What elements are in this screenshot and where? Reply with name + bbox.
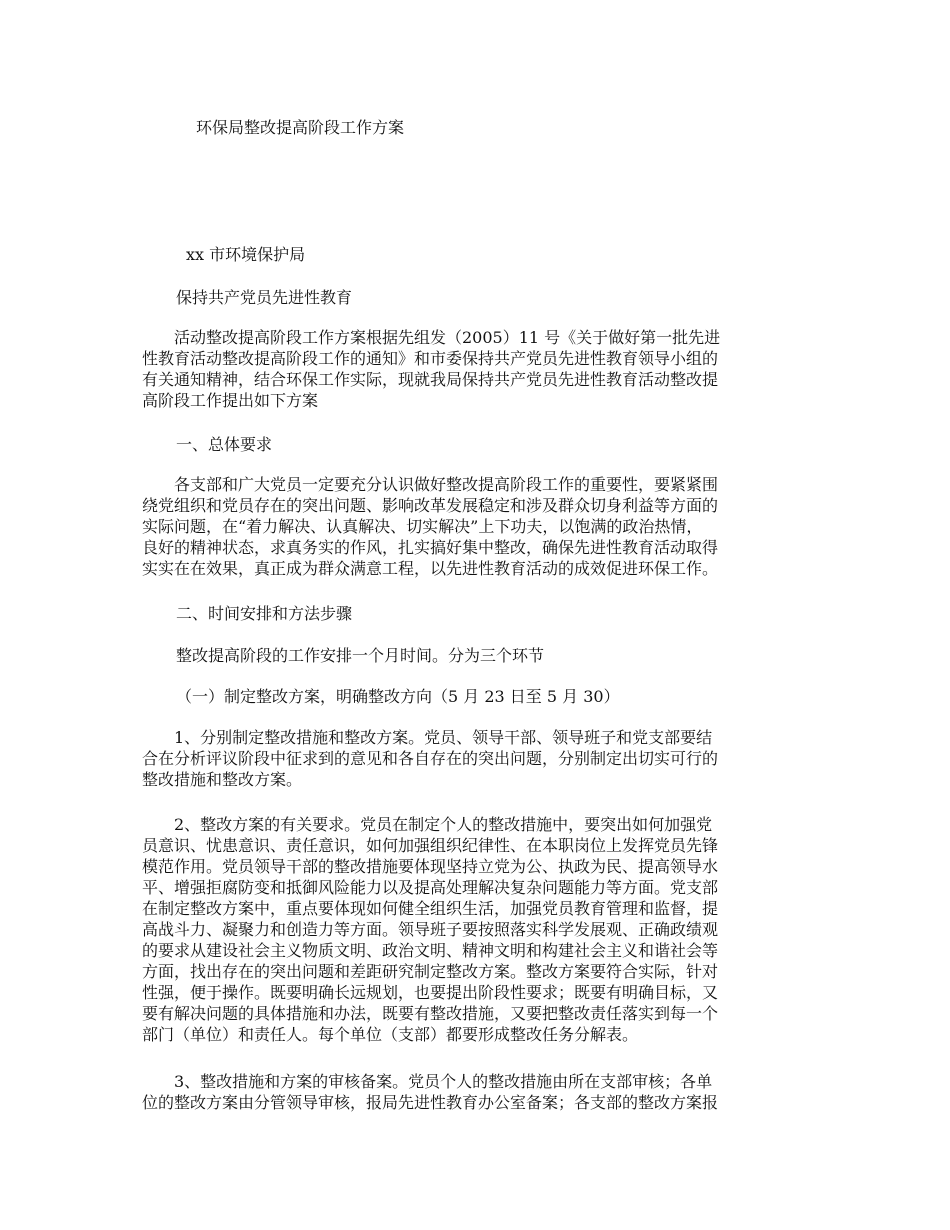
section-heading-2: 二、时间安排和方法步骤 (176, 604, 353, 623)
item-2-paragraph (142, 814, 812, 1045)
document-subtitle: 保持共产党员先进性教育 (176, 288, 353, 307)
paragraph-line: 位的整改方案由分管领导审核，报局先进性教育办公室备案；各支部的整改方案报 (142, 1093, 719, 1112)
paragraph-line: 性教育活动整改提高阶段工作的通知》和市委保持共产党员先进性教育领导小组的 (142, 349, 719, 368)
paragraph-line: 活动整改提高阶段工作方案根据先组发（2005）11 号《关于做好第一批先进 (174, 328, 721, 347)
paragraph-line: 在制定整改方案中，重点要体现如何健全组织生活，加强党员教育管理和监督，提 (142, 899, 719, 918)
paragraph-line: 模范作用。党员领导干部的整改措施要体现坚持立党为公、执政为民、提高领导水 (142, 857, 719, 876)
paragraph-line: 实实在在效果，真正成为群众满意工程，以先进性教育活动的成效促进环保工作。 (142, 559, 719, 578)
paragraph-line: 部门（单位）和责任人。每个单位（支部）都要形成整改任务分解表。 (142, 1025, 639, 1044)
paragraph-line: 高阶段工作提出如下方案 (142, 391, 319, 410)
paragraph-line: 高战斗力、凝聚力和创造力等方面。领导班子要按照落实科学发展观、正确政绩观 (142, 920, 719, 939)
section-2-intro: 整改提高阶段的工作安排一个月时间。分为三个环节 (176, 646, 545, 665)
paragraph-line: 性强，便于操作。既要明确长远规划，也要提出阶段性要求；既要有明确目标，又 (142, 983, 719, 1002)
paragraph-line: 绕党组织和党员存在的突出问题、影响改革发展稳定和涉及群众切身利益等方面的 (142, 496, 719, 515)
paragraph-line: 合在分析评议阶段中征求到的意见和各自存在的突出问题，分别制定出切实可行的 (142, 749, 719, 768)
paragraph-line: 1、分别制定整改措施和整改方案。党员、领导干部、领导班子和党支部要结 (174, 728, 713, 747)
paragraph-line: 良好的精神状态，求真务实的作风，扎实搞好集中整改，确保先进性教育活动取得 (142, 538, 719, 557)
paragraph-line: 有关通知精神，结合环保工作实际，现就我局保持共产党员先进性教育活动整改提 (142, 370, 719, 389)
paragraph-line: 3、整改措施和方案的审核备案。党员个人的整改措施由所在支部审核；各单 (174, 1072, 713, 1091)
intro-paragraph (142, 327, 812, 411)
paragraph-line: 各支部和广大党员一定要充分认识做好整改提高阶段工作的重要性，要紧紧围 (174, 475, 719, 494)
paragraph-line: 的要求从建设社会主义物质文明、政治文明、精神文明和构建社会主义和谐社会等 (142, 941, 719, 960)
item-3-paragraph (142, 1071, 812, 1113)
paragraph-line: 员意识、忧患意识、责任意识，如何加强组织纪律性、在本职岗位上发挥党员先锋 (142, 836, 719, 855)
item-1-paragraph (142, 727, 812, 790)
paragraph-line: 方面，找出存在的突出问题和差距研究制定整改方案。整改方案要符合实际，针对 (142, 962, 719, 981)
paragraph-line: 2、整改方案的有关要求。党员在制定个人的整改措施中，要突出如何加强党 (174, 815, 713, 834)
section-heading-1: 一、总体要求 (176, 435, 273, 454)
organization-name: xx 市环境保护局 (186, 245, 306, 264)
phase-1-heading: （一）制定整改方案，明确整改方向（5 月 23 日至 5 月 30） (176, 687, 620, 706)
paragraph-line: 实际问题，在“着力解决、认真解决、切实解决”上下功夫，以饱满的政治热情， (142, 517, 703, 536)
paragraph-line: 整改措施和整改方案。 (142, 770, 303, 789)
section-1-paragraph (142, 474, 812, 579)
paragraph-line: 平、增强拒腐防变和抵御风险能力以及提高处理解决复杂问题能力等方面。党支部 (142, 878, 719, 897)
document-title: 环保局整改提高阶段工作方案 (196, 118, 405, 137)
paragraph-line: 要有解决问题的具体措施和办法，既要有整改措施，又要把整改责任落实到每一个 (142, 1004, 719, 1023)
